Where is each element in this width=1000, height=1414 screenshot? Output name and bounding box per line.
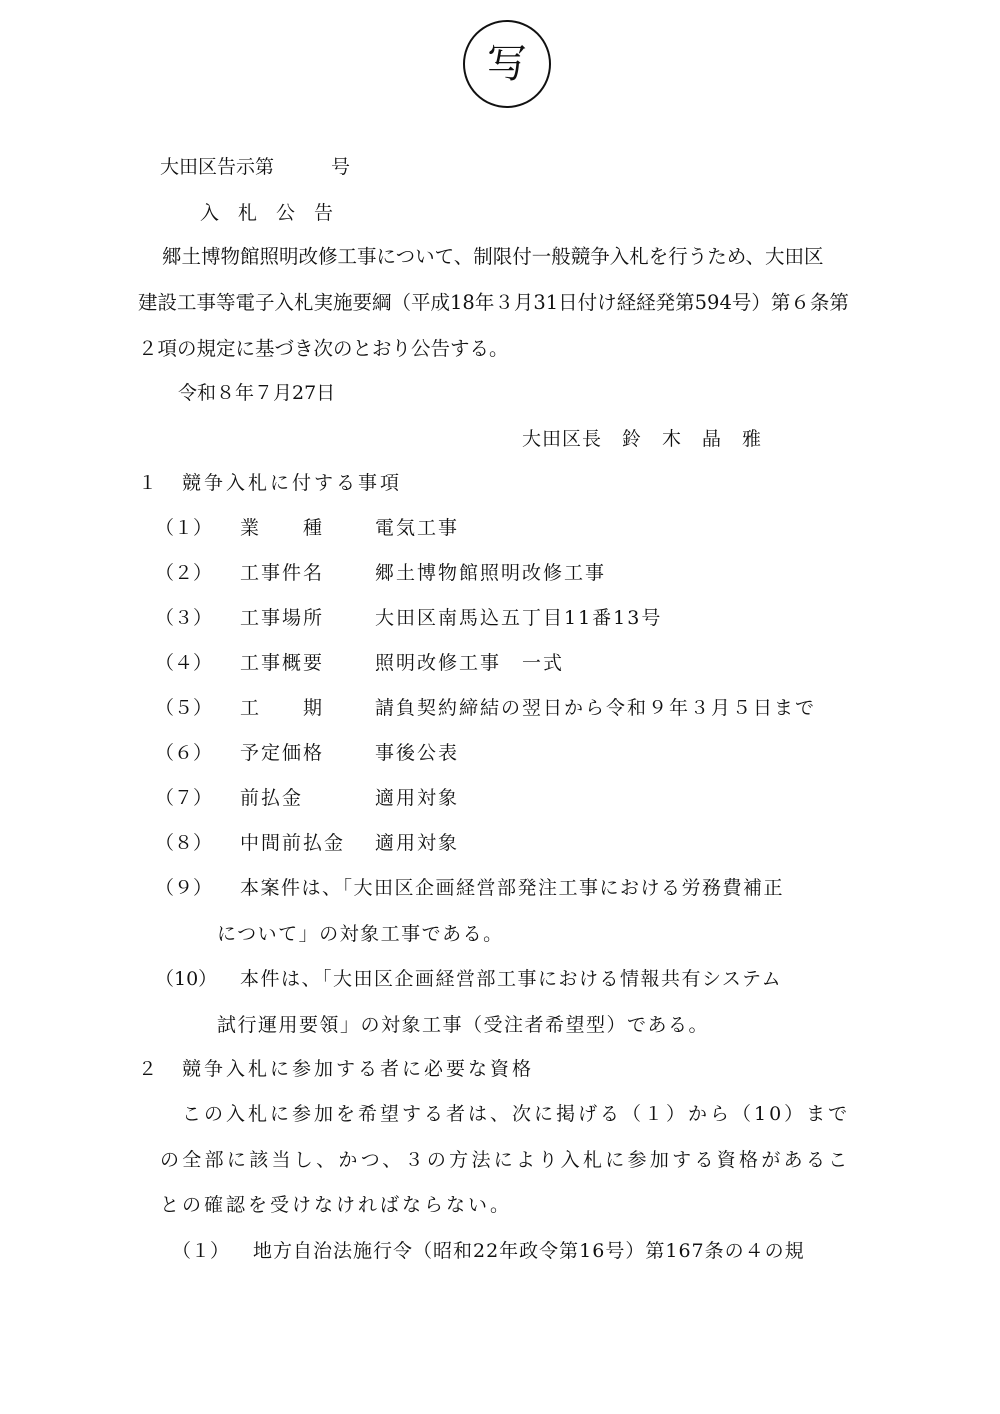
item-10-line-1: 本件は、「大田区企画経営部工事における情報共有システム: [240, 968, 783, 990]
section-2-title: ２ 競争入札に参加する者に必要な資格: [138, 1058, 535, 1080]
notice-date: 令和８年７月27日: [178, 382, 336, 404]
item-label: 業 種: [240, 517, 325, 539]
item-9-line-2: について」の対象工事である。: [217, 923, 504, 945]
signatory: 大田区長 鈴 木 晶 雅: [522, 428, 763, 450]
item-label: 中間前払金: [240, 832, 346, 854]
item-value: 電気工事: [375, 517, 460, 539]
intro-line-3: ２項の規定に基づき次のとおり公告する。: [138, 337, 509, 360]
item-number: （６）: [155, 742, 213, 764]
item-value: 郷土博物館照明改修工事: [375, 562, 607, 584]
item-label: 工事件名: [240, 562, 325, 584]
item-number: （１）: [155, 517, 213, 539]
item-number: （５）: [155, 697, 213, 719]
item-9-line-1: 本案件は、「大田区企画経営部発注工事における労務費補正: [240, 877, 785, 899]
section-2-body-line-3: との確認を受けなければならない。: [160, 1194, 513, 1216]
item-10-number: （10）: [155, 968, 218, 990]
item-value: 照明改修工事 一式: [375, 652, 565, 674]
item-number: （７）: [155, 787, 213, 809]
item-value: 事後公表: [375, 742, 460, 764]
section-2-item-1-text: 地方自治法施行令（昭和22年政令第16号）第167条の４の規: [253, 1240, 805, 1262]
intro-line-1: 郷土博物館照明改修工事について、制限付一般競争入札を行うため、大田区: [162, 245, 824, 268]
section-2-body-line-2: の全部に該当し、かつ、３の方法により入札に参加する資格があるこ: [160, 1149, 851, 1171]
item-label: 工事概要: [240, 652, 325, 674]
item-10-line-2: 試行運用要領」の対象工事（受注者希望型）である。: [217, 1014, 710, 1036]
item-value: 大田区南馬込五丁目11番13号: [375, 607, 663, 629]
item-label: 前払金: [240, 787, 304, 809]
item-number: （４）: [155, 652, 213, 674]
item-label: 予定価格: [240, 742, 325, 764]
item-9-number: （９）: [155, 877, 213, 899]
item-value: 適用対象: [375, 832, 460, 854]
item-value: 請負契約締結の翌日から令和９年３月５日まで: [375, 697, 817, 719]
item-value: 適用対象: [375, 787, 460, 809]
item-label: 工事場所: [240, 607, 325, 629]
section-2-body-line-1: この入札に参加を希望する者は、次に掲げる（１）から（10）まで: [182, 1103, 851, 1125]
section-1-title: １ 競争入札に付する事項: [138, 472, 403, 494]
notice-number: 大田区告示第 号: [160, 156, 351, 178]
section-2-item-1-number: （１）: [172, 1240, 230, 1262]
item-number: （２）: [155, 562, 213, 584]
copy-seal: 写: [463, 20, 551, 108]
item-number: （３）: [155, 607, 213, 629]
item-label: 工 期: [240, 697, 325, 719]
intro-line-2: 建設工事等電子入札実施要綱（平成18年３月31日付け経経発第594号）第６条第: [138, 291, 849, 314]
document-heading: 入札公告: [200, 202, 353, 224]
item-number: （８）: [155, 832, 213, 854]
